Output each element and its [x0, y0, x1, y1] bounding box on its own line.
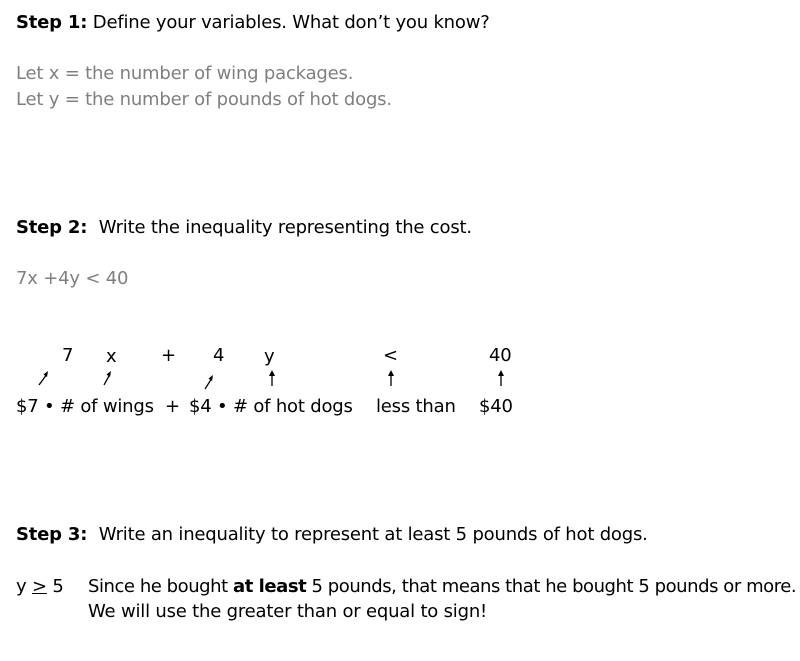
step3-heading — [16, 524, 648, 546]
step2-heading — [16, 217, 472, 239]
step1-text: Define your variables. What don’t you know? — [92, 12, 490, 33]
arrow-up-icon — [202, 373, 216, 391]
step1-label: Step 1: — [16, 12, 88, 33]
arrow-up-icon — [265, 369, 279, 387]
step1-heading — [16, 12, 490, 34]
arrow-up-icon — [100, 369, 114, 387]
arrow-up-icon — [494, 369, 508, 387]
step2-label: Step 2: — [16, 217, 88, 238]
ineq-variable: y — [16, 576, 27, 597]
meaning-forty-dollars: $40 — [479, 396, 513, 417]
greater-equal-symbol: > — [31, 576, 47, 597]
ineq-number: 5 — [52, 576, 64, 597]
meaning-plus: + — [165, 396, 180, 417]
explanation-pre: Since he bought — [88, 576, 233, 597]
explanation-line-1 — [88, 576, 796, 598]
step2-text: Write the inequality representing the cost. — [98, 217, 472, 238]
meaning-wings: $7 • # of wings — [16, 396, 154, 417]
step3-text: Write an inequality to represent at least 5 pounds of hot dogs. — [98, 524, 648, 545]
arrow-up-icon — [36, 369, 50, 387]
step3-label: Step 3: — [16, 524, 88, 545]
meaning-less-than: less than — [376, 396, 456, 417]
arrow-up-icon — [384, 369, 398, 387]
symbol-four: 4 — [213, 345, 225, 366]
explanation-at-least: at least — [233, 576, 307, 597]
variable-y-definition: Let y = the number of pounds of hot dogs. — [16, 89, 392, 110]
explanation-post: 5 pounds, that means that he bought 5 pounds or more. — [306, 576, 797, 597]
symbol-seven: 7 — [62, 345, 74, 366]
symbol-plus: + — [161, 345, 176, 366]
cost-inequality: 7x +4y < 40 — [16, 268, 129, 289]
variable-x-definition: Let x = the number of wing packages. — [16, 63, 354, 84]
meaning-hot-dogs: $4 • # of hot dogs — [189, 396, 353, 417]
symbol-forty: 40 — [489, 345, 512, 366]
hot-dog-inequality — [16, 576, 64, 598]
symbol-x: x — [106, 346, 117, 367]
explanation-line-2: We will use the greater than or equal to sign! — [88, 601, 488, 622]
symbol-y: y — [264, 346, 275, 367]
symbol-less-than: < — [383, 345, 398, 366]
